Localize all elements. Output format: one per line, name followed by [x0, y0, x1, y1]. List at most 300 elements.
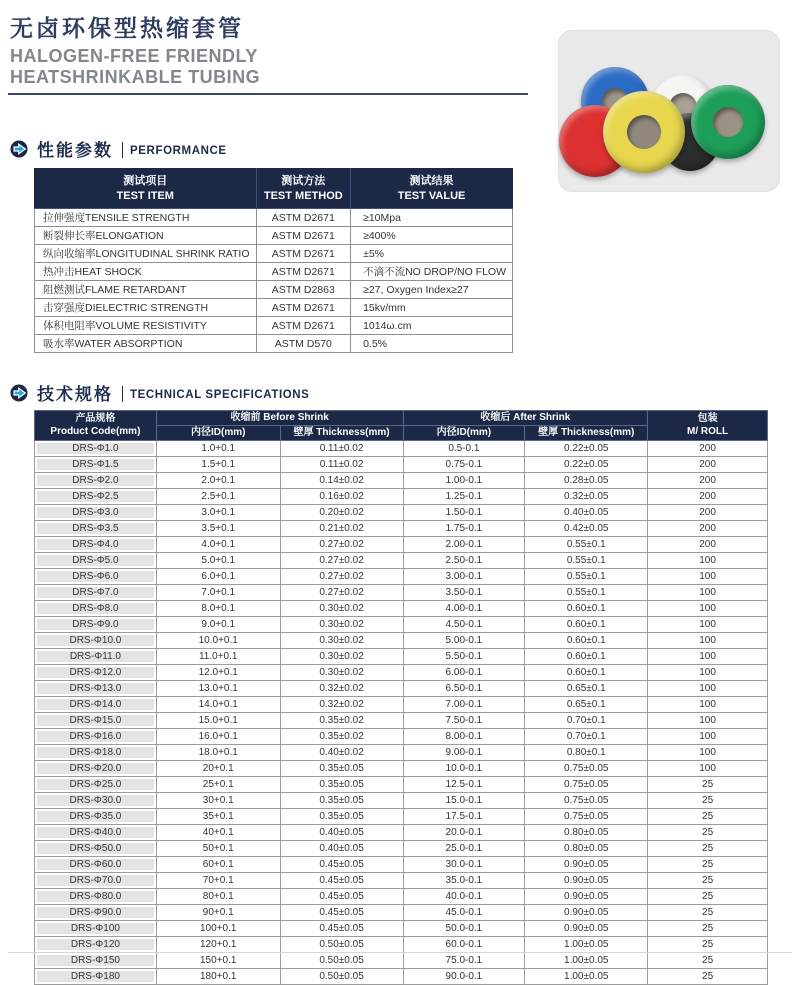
table-cell: DRS-Φ7.0 — [35, 585, 157, 601]
table-cell: 吸水率WATER ABSORPTION — [35, 335, 257, 353]
table-cell: 6.50-0.1 — [403, 681, 525, 697]
table-cell: 0.55±0.1 — [525, 585, 648, 601]
spec-col-thickness-after: 壁厚 Thickness(mm) — [525, 426, 648, 441]
table-cell: 100 — [648, 633, 768, 649]
table-cell: 0.60±0.1 — [525, 633, 648, 649]
table-cell: 0.35±0.05 — [280, 809, 403, 825]
table-cell: 10.0+0.1 — [156, 633, 280, 649]
roll-core — [713, 107, 743, 137]
page-subtitle-line1: HALOGEN-FREE FRIENDLY — [10, 46, 258, 66]
table-cell: 25 — [648, 969, 768, 985]
table-cell: 25 — [648, 793, 768, 809]
table-cell: 8.0+0.1 — [156, 601, 280, 617]
table-cell: ≥27, Oxygen Index≥27 — [351, 281, 513, 299]
table-cell: DRS-Φ2.0 — [35, 473, 157, 489]
table-cell: 0.55±0.1 — [525, 537, 648, 553]
table-cell: 5.0+0.1 — [156, 553, 280, 569]
table-cell: 0.35±0.02 — [280, 713, 403, 729]
table-cell: 热冲击HEAT SHOCK — [35, 263, 257, 281]
spec-row — [35, 585, 768, 601]
table-cell: 0.90±0.05 — [525, 873, 648, 889]
table-cell: 0.65±0.1 — [525, 697, 648, 713]
table-cell: 4.50-0.1 — [403, 617, 525, 633]
table-cell: 0.5% — [351, 335, 513, 353]
table-cell: 0.30±0.02 — [280, 633, 403, 649]
table-cell: DRS-Φ120 — [35, 937, 157, 953]
spec-row — [35, 521, 768, 537]
table-cell: ≥400% — [351, 227, 513, 245]
table-cell: 0.80±0.05 — [525, 841, 648, 857]
table-cell: DRS-Φ30.0 — [35, 793, 157, 809]
spec-row — [35, 969, 768, 985]
spec-row — [35, 649, 768, 665]
table-cell: 1.00-0.1 — [403, 473, 525, 489]
table-cell: 12.5-0.1 — [403, 777, 525, 793]
table-cell: 3.0+0.1 — [156, 505, 280, 521]
section-arrow-icon — [10, 140, 28, 158]
table-cell: 16.0+0.1 — [156, 729, 280, 745]
table-cell: 180+0.1 — [156, 969, 280, 985]
table-cell: 25 — [648, 921, 768, 937]
table-cell: 0.40±0.05 — [280, 825, 403, 841]
section-title-divider — [122, 386, 123, 402]
spec-row — [35, 537, 768, 553]
title-divider — [8, 93, 528, 95]
table-cell: 0.90±0.05 — [525, 889, 648, 905]
table-cell: 100 — [648, 665, 768, 681]
table-cell: 60+0.1 — [156, 857, 280, 873]
table-cell: DRS-Φ40.0 — [35, 825, 157, 841]
spec-row — [35, 489, 768, 505]
spec-row — [35, 569, 768, 585]
table-cell: 0.11±0.02 — [280, 441, 403, 457]
table-cell: 0.65±0.1 — [525, 681, 648, 697]
table-cell: 70+0.1 — [156, 873, 280, 889]
performance-col-test-value: 测试结果 TEST VALUE — [351, 169, 513, 209]
spec-group-after-shrink: 收缩后 After Shrink — [403, 411, 648, 426]
table-cell: 13.0+0.1 — [156, 681, 280, 697]
performance-col-test-method: 测试方法 TEST METHOD — [256, 169, 351, 209]
table-cell: 0.50±0.05 — [280, 937, 403, 953]
table-cell: ASTM D2671 — [256, 317, 351, 335]
table-cell: 1.00±0.05 — [525, 969, 648, 985]
table-cell: 100 — [648, 569, 768, 585]
table-cell: 30+0.1 — [156, 793, 280, 809]
table-cell: 11.0+0.1 — [156, 649, 280, 665]
table-cell: 体积电阻率VOLUME RESISTIVITY — [35, 317, 257, 335]
table-cell: DRS-Φ16.0 — [35, 729, 157, 745]
table-cell: DRS-Φ14.0 — [35, 697, 157, 713]
table-cell: 90+0.1 — [156, 905, 280, 921]
spec-header-row-1 — [35, 411, 768, 426]
table-cell: DRS-Φ9.0 — [35, 617, 157, 633]
table-cell: DRS-Φ18.0 — [35, 745, 157, 761]
table-cell: 100 — [648, 601, 768, 617]
table-cell: DRS-Φ20.0 — [35, 761, 157, 777]
table-cell: 0.32±0.02 — [280, 681, 403, 697]
table-cell: DRS-Φ2.5 — [35, 489, 157, 505]
table-cell: ASTM D2671 — [256, 263, 351, 281]
table-cell: 0.20±0.02 — [280, 505, 403, 521]
section-title-divider — [122, 142, 123, 158]
table-cell: 0.27±0.02 — [280, 569, 403, 585]
specifications-table — [34, 410, 768, 985]
table-cell: 拉伸强度TENSILE STRENGTH — [35, 209, 257, 227]
table-cell: 200 — [648, 489, 768, 505]
table-cell: ≥10Mpa — [351, 209, 513, 227]
table-cell: DRS-Φ3.0 — [35, 505, 157, 521]
table-cell: 0.21±0.02 — [280, 521, 403, 537]
table-cell: 1.25-0.1 — [403, 489, 525, 505]
table-cell: 0.30±0.02 — [280, 601, 403, 617]
table-cell: 0.60±0.1 — [525, 617, 648, 633]
table-cell: 0.90±0.05 — [525, 905, 648, 921]
table-cell: DRS-Φ11.0 — [35, 649, 157, 665]
table-cell: ASTM D2671 — [256, 227, 351, 245]
table-cell: DRS-Φ180 — [35, 969, 157, 985]
table-cell: DRS-Φ25.0 — [35, 777, 157, 793]
table-cell: DRS-Φ13.0 — [35, 681, 157, 697]
table-cell: 17.5-0.1 — [403, 809, 525, 825]
table-cell: 0.22±0.05 — [525, 441, 648, 457]
table-cell: 0.45±0.05 — [280, 905, 403, 921]
table-cell: 25 — [648, 841, 768, 857]
table-cell: 25 — [648, 889, 768, 905]
table-cell: ASTM D2671 — [256, 299, 351, 317]
table-cell: 200 — [648, 537, 768, 553]
table-cell: DRS-Φ1.0 — [35, 441, 157, 457]
spec-col-thickness-before: 壁厚 Thickness(mm) — [280, 426, 403, 441]
table-cell: 0.90±0.05 — [525, 921, 648, 937]
table-cell: 阻燃测试FLAME RETARDANT — [35, 281, 257, 299]
table-cell: 15.0+0.1 — [156, 713, 280, 729]
performance-row — [35, 245, 513, 263]
table-cell: 200 — [648, 441, 768, 457]
table-cell: 0.22±0.05 — [525, 457, 648, 473]
performance-row — [35, 299, 513, 317]
spec-row — [35, 505, 768, 521]
table-cell: 90.0-0.1 — [403, 969, 525, 985]
performance-header-row — [35, 169, 513, 209]
page-title: 无卤环保型热缩套管 — [10, 15, 244, 41]
table-cell: 60.0-0.1 — [403, 937, 525, 953]
table-cell: 25 — [648, 953, 768, 969]
table-cell: DRS-Φ35.0 — [35, 809, 157, 825]
table-cell: 0.35±0.05 — [280, 793, 403, 809]
performance-row — [35, 263, 513, 281]
table-cell: 0.60±0.1 — [525, 601, 648, 617]
table-cell: 1.5+0.1 — [156, 457, 280, 473]
table-cell: 1.0+0.1 — [156, 441, 280, 457]
table-cell: 25.0-0.1 — [403, 841, 525, 857]
table-cell: 纵向收缩率LONGITUDINAL SHRINK RATIO — [35, 245, 257, 263]
table-cell: 35.0-0.1 — [403, 873, 525, 889]
table-cell: 0.45±0.05 — [280, 873, 403, 889]
table-cell: 0.45±0.05 — [280, 921, 403, 937]
table-cell: 0.60±0.1 — [525, 649, 648, 665]
table-cell: 25 — [648, 825, 768, 841]
table-cell: 100 — [648, 681, 768, 697]
spec-row — [35, 937, 768, 953]
table-cell: 9.00-0.1 — [403, 745, 525, 761]
table-cell: 6.00-0.1 — [403, 665, 525, 681]
table-cell: 击穿强度DIELECTRIC STRENGTH — [35, 299, 257, 317]
table-cell: 1.00±0.05 — [525, 937, 648, 953]
spec-group-before-shrink: 收缩前 Before Shrink — [156, 411, 403, 426]
table-cell: DRS-Φ10.0 — [35, 633, 157, 649]
table-cell: 0.80±0.05 — [525, 825, 648, 841]
spec-row — [35, 905, 768, 921]
table-cell: 100 — [648, 617, 768, 633]
table-cell: 3.00-0.1 — [403, 569, 525, 585]
table-cell: 0.75±0.05 — [525, 793, 648, 809]
spec-row — [35, 601, 768, 617]
spec-row — [35, 697, 768, 713]
table-cell: 100 — [648, 761, 768, 777]
table-cell: 2.5+0.1 — [156, 489, 280, 505]
table-cell: 断裂伸长率ELONGATION — [35, 227, 257, 245]
table-cell: 200 — [648, 473, 768, 489]
spec-row — [35, 553, 768, 569]
table-cell: DRS-Φ12.0 — [35, 665, 157, 681]
table-cell: 25 — [648, 937, 768, 953]
table-cell: 25 — [648, 809, 768, 825]
spec-row — [35, 729, 768, 745]
performance-table — [34, 168, 513, 353]
table-cell: 0.30±0.02 — [280, 649, 403, 665]
table-cell: 0.28±0.05 — [525, 473, 648, 489]
table-cell: 15.0-0.1 — [403, 793, 525, 809]
table-cell: 100 — [648, 553, 768, 569]
table-cell: 45.0-0.1 — [403, 905, 525, 921]
table-cell: 100 — [648, 713, 768, 729]
table-cell: 4.0+0.1 — [156, 537, 280, 553]
table-cell: 0.27±0.02 — [280, 585, 403, 601]
table-cell: 40.0-0.1 — [403, 889, 525, 905]
table-cell: DRS-Φ50.0 — [35, 841, 157, 857]
table-cell: 20+0.1 — [156, 761, 280, 777]
table-cell: 0.75±0.05 — [525, 809, 648, 825]
table-cell: 14.0+0.1 — [156, 697, 280, 713]
table-cell: 0.5-0.1 — [403, 441, 525, 457]
table-cell: 25 — [648, 777, 768, 793]
table-cell: 0.75±0.05 — [525, 761, 648, 777]
table-cell: 7.50-0.1 — [403, 713, 525, 729]
table-cell: 0.55±0.1 — [525, 553, 648, 569]
table-cell: DRS-Φ60.0 — [35, 857, 157, 873]
table-cell: 7.00-0.1 — [403, 697, 525, 713]
table-cell: 0.75±0.05 — [525, 777, 648, 793]
table-cell: 50+0.1 — [156, 841, 280, 857]
table-cell: 0.35±0.05 — [280, 761, 403, 777]
bottom-divider — [8, 952, 792, 953]
performance-row — [35, 209, 513, 227]
spec-col-package: 包装 M/ ROLL — [648, 411, 768, 441]
table-cell: 4.00-0.1 — [403, 601, 525, 617]
table-cell: DRS-Φ8.0 — [35, 601, 157, 617]
performance-row — [35, 335, 513, 353]
table-cell: 100 — [648, 585, 768, 601]
table-cell: 2.0+0.1 — [156, 473, 280, 489]
table-cell: 80+0.1 — [156, 889, 280, 905]
table-cell: 0.14±0.02 — [280, 473, 403, 489]
performance-row — [35, 317, 513, 335]
table-cell: 50.0-0.1 — [403, 921, 525, 937]
table-cell: 0.80±0.1 — [525, 745, 648, 761]
spec-row — [35, 857, 768, 873]
table-cell: ASTM D570 — [256, 335, 351, 353]
spec-row — [35, 745, 768, 761]
spec-row — [35, 953, 768, 969]
table-cell: 25 — [648, 857, 768, 873]
table-cell: 200 — [648, 521, 768, 537]
table-cell: 0.32±0.05 — [525, 489, 648, 505]
spec-row — [35, 681, 768, 697]
table-cell: DRS-Φ3.5 — [35, 521, 157, 537]
spec-row — [35, 713, 768, 729]
table-cell: 40+0.1 — [156, 825, 280, 841]
table-cell: 0.42±0.05 — [525, 521, 648, 537]
performance-title-en: PERFORMANCE — [130, 144, 227, 157]
table-cell: 0.55±0.1 — [525, 569, 648, 585]
spec-col-id-after: 内径ID(mm) — [403, 426, 525, 441]
performance-title-cn: 性能参数 — [37, 141, 113, 160]
section-arrow-icon — [10, 384, 28, 402]
table-cell: 1.75-0.1 — [403, 521, 525, 537]
table-cell: 9.0+0.1 — [156, 617, 280, 633]
page-subtitle-line2: HEATSHRINKABLE TUBING — [10, 67, 261, 87]
table-cell: 20.0-0.1 — [403, 825, 525, 841]
table-cell: 12.0+0.1 — [156, 665, 280, 681]
table-cell: DRS-Φ15.0 — [35, 713, 157, 729]
roll-core — [627, 115, 661, 149]
table-cell: 8.00-0.1 — [403, 729, 525, 745]
table-cell: 150+0.1 — [156, 953, 280, 969]
table-cell: 200 — [648, 457, 768, 473]
spec-row — [35, 889, 768, 905]
table-cell: 0.16±0.02 — [280, 489, 403, 505]
table-cell: 75.0-0.1 — [403, 953, 525, 969]
table-cell: DRS-Φ90.0 — [35, 905, 157, 921]
table-cell: 100 — [648, 697, 768, 713]
table-cell: 5.00-0.1 — [403, 633, 525, 649]
table-cell: 0.70±0.1 — [525, 713, 648, 729]
spec-row — [35, 761, 768, 777]
table-cell: DRS-Φ70.0 — [35, 873, 157, 889]
table-cell: 1.00±0.05 — [525, 953, 648, 969]
table-cell: 0.32±0.02 — [280, 697, 403, 713]
table-cell: 0.50±0.05 — [280, 953, 403, 969]
table-cell: 35+0.1 — [156, 809, 280, 825]
table-cell: 5.50-0.1 — [403, 649, 525, 665]
table-cell: 0.90±0.05 — [525, 857, 648, 873]
table-cell: ASTM D2671 — [256, 245, 351, 263]
table-cell: 30.0-0.1 — [403, 857, 525, 873]
performance-section-header — [10, 136, 227, 161]
spec-row — [35, 633, 768, 649]
tubing-roll-yellow — [603, 91, 685, 173]
table-cell: 100 — [648, 729, 768, 745]
specifications-section-header — [10, 380, 309, 405]
table-cell: DRS-Φ4.0 — [35, 537, 157, 553]
spec-row — [35, 457, 768, 473]
table-cell: 10.0-0.1 — [403, 761, 525, 777]
table-cell: 25 — [648, 873, 768, 889]
table-cell: 3.5+0.1 — [156, 521, 280, 537]
spec-row — [35, 809, 768, 825]
spec-row — [35, 841, 768, 857]
table-cell: 0.75-0.1 — [403, 457, 525, 473]
table-cell: 18.0+0.1 — [156, 745, 280, 761]
table-cell: 2.00-0.1 — [403, 537, 525, 553]
table-cell: 1.50-0.1 — [403, 505, 525, 521]
table-cell: 1014ω.cm — [351, 317, 513, 335]
table-cell: DRS-Φ150 — [35, 953, 157, 969]
table-cell: DRS-Φ80.0 — [35, 889, 157, 905]
spec-row — [35, 473, 768, 489]
table-cell: 0.35±0.05 — [280, 777, 403, 793]
spec-row — [35, 441, 768, 457]
table-cell: 0.27±0.02 — [280, 553, 403, 569]
table-cell: ±5% — [351, 245, 513, 263]
specifications-title-en: TECHNICAL SPECIFICATIONS — [130, 388, 310, 401]
table-cell: 15kv/mm — [351, 299, 513, 317]
spec-col-id-before: 内径ID(mm) — [156, 426, 280, 441]
table-cell: ASTM D2863 — [256, 281, 351, 299]
table-cell: 25+0.1 — [156, 777, 280, 793]
table-cell: 100 — [648, 745, 768, 761]
spec-row — [35, 665, 768, 681]
table-cell: DRS-Φ100 — [35, 921, 157, 937]
spec-row — [35, 825, 768, 841]
table-cell: DRS-Φ5.0 — [35, 553, 157, 569]
spec-col-product-code: 产品规格 Product Code(mm) — [35, 411, 157, 441]
table-cell: 0.45±0.05 — [280, 857, 403, 873]
table-cell: 0.70±0.1 — [525, 729, 648, 745]
table-cell: 6.0+0.1 — [156, 569, 280, 585]
spec-row — [35, 617, 768, 633]
table-cell: 25 — [648, 905, 768, 921]
table-cell: 0.30±0.02 — [280, 665, 403, 681]
table-cell: 3.50-0.1 — [403, 585, 525, 601]
spec-row — [35, 921, 768, 937]
table-cell: 不滴不流NO DROP/NO FLOW — [351, 263, 513, 281]
table-cell: 120+0.1 — [156, 937, 280, 953]
product-photo — [558, 30, 780, 192]
table-cell: 100 — [648, 649, 768, 665]
table-cell: 0.40±0.05 — [280, 841, 403, 857]
table-cell: 0.45±0.05 — [280, 889, 403, 905]
table-cell: 2.50-0.1 — [403, 553, 525, 569]
table-cell: 0.40±0.02 — [280, 745, 403, 761]
table-cell: 0.40±0.05 — [525, 505, 648, 521]
table-cell: 200 — [648, 505, 768, 521]
table-cell: 0.11±0.02 — [280, 457, 403, 473]
table-cell: ASTM D2671 — [256, 209, 351, 227]
table-cell: 0.30±0.02 — [280, 617, 403, 633]
table-cell: 0.27±0.02 — [280, 537, 403, 553]
table-cell: 0.50±0.05 — [280, 969, 403, 985]
performance-row — [35, 281, 513, 299]
performance-col-test-item: 测试项目 TEST ITEM — [35, 169, 257, 209]
spec-row — [35, 793, 768, 809]
spec-row — [35, 777, 768, 793]
spec-row — [35, 873, 768, 889]
tubing-roll-green — [691, 85, 765, 159]
table-cell: 7.0+0.1 — [156, 585, 280, 601]
performance-row — [35, 227, 513, 245]
table-cell: 0.35±0.02 — [280, 729, 403, 745]
